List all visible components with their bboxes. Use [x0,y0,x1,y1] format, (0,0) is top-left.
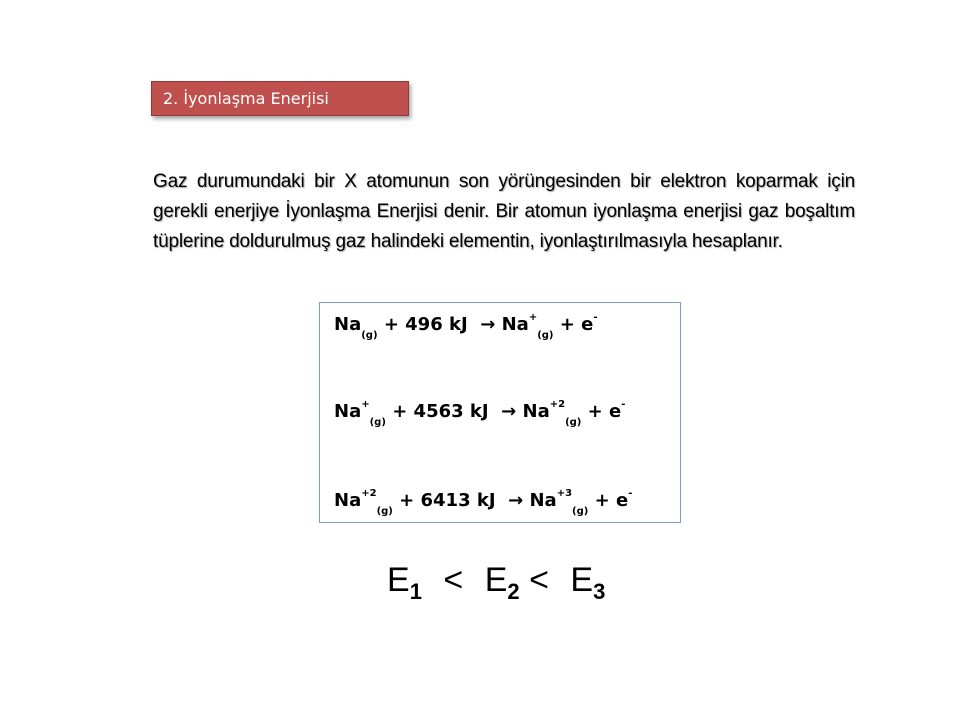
energy: + 496 kJ [383,314,468,335]
arrow-icon: → [501,401,517,422]
product-state: (g) [565,416,582,428]
less-than-1: < [443,561,464,599]
e2-subscript: 2 [507,579,520,604]
product-state: (g) [572,505,589,517]
reactant-charge: + [361,399,370,410]
less-than-2: < [529,561,549,599]
reactant: Na [334,314,362,335]
reactant-charge: +2 [361,488,377,499]
equations-box [319,302,681,523]
e1-subscript: 1 [409,579,422,604]
electron-charge: - [621,399,626,410]
energy-inequality [387,560,605,604]
section-title-box [151,81,409,116]
electron-term: + e [559,314,594,335]
e3-subscript: 3 [593,579,606,604]
section-title: 2. İyonlaşma Enerjisi [163,89,329,108]
electron-charge: - [593,312,598,323]
product-charge: +2 [549,399,566,410]
energy: + 6413 kJ [399,490,496,511]
product-charge: +3 [556,488,573,499]
e3-symbol: E [570,561,594,599]
product-charge: + [528,312,538,323]
reactant-state: (g) [369,416,386,428]
equation-2 [334,397,625,431]
electron-term: + e [587,401,622,422]
reactant-state: (g) [376,505,393,517]
energy: + 4563 kJ [392,401,489,422]
reactant: Na [334,490,362,511]
electron-term: + e [594,490,629,511]
definition-paragraph: Gaz durumundaki bir X atomunun son yörüngesinden bir elektron koparmak için gerekli enerjiye İyonlaşma Enerjisi denir. Bir atomun iyonlaşma enerjisi gaz boşaltım tüplerine doldurulmuş gaz halindeki elementin, iyonlaştırılmasıyla hesaplanır. [153,171,855,252]
equation-3 [334,486,632,520]
arrow-icon: → [508,490,524,511]
equation-1 [334,310,598,344]
product: Na [529,490,557,511]
reactant: Na [334,401,362,422]
e2-symbol: E [484,561,508,599]
product-state: (g) [537,329,554,341]
arrow-icon: → [480,314,496,335]
e1-symbol: E [387,561,410,599]
reactant-state: (g) [361,329,378,341]
electron-charge: - [628,488,633,499]
product: Na [501,314,529,335]
product: Na [522,401,550,422]
